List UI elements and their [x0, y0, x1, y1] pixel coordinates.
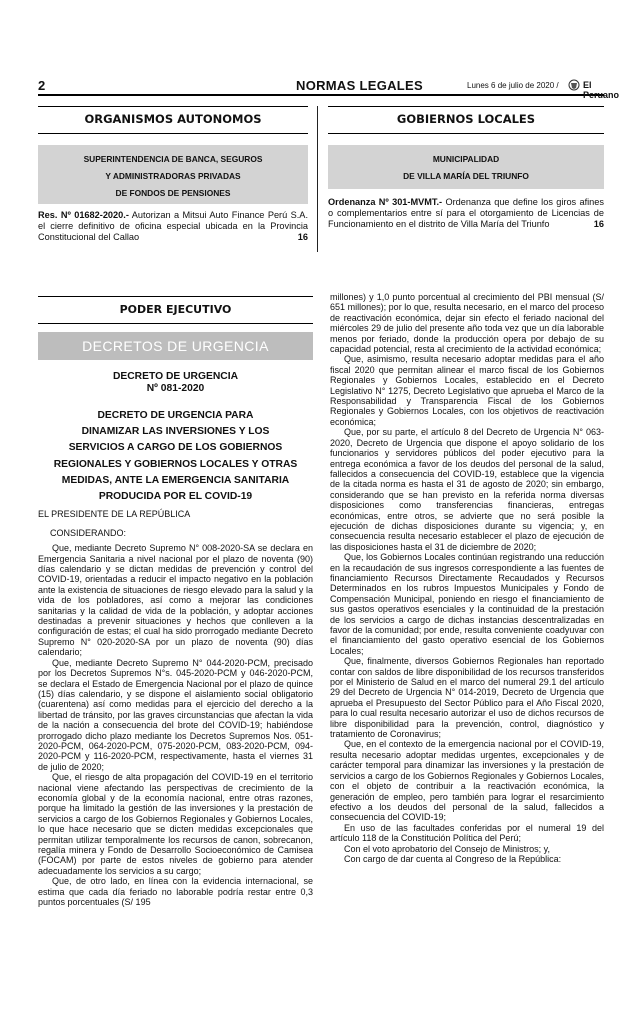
- toc-entry-left[interactable]: [38, 210, 308, 244]
- paragraph: Que, de otro lado, en línea con la evidencia internacional, se estima que cada día feriado no laborable podría restar entre 0,3 puntos porcentuales (S/ 195: [38, 876, 313, 908]
- entity-box-municipalidad: [328, 145, 604, 189]
- title-line: DINAMIZAR LAS INVERSIONES Y LOS: [81, 426, 270, 438]
- decree-title: [38, 408, 313, 505]
- toc-page: 16: [297, 232, 308, 243]
- decretos-band: DECRETOS DE URGENCIA: [38, 332, 313, 360]
- title-line: PRODUCIDA POR EL COVID-19: [98, 491, 253, 503]
- toc-reference: Ordenanza Nº 301-MVMT.-: [328, 197, 443, 207]
- title-line: MEDIDAS, ANTE LA EMERGENCIA SANITARIA: [61, 474, 290, 486]
- paragraph: Que, mediante Decreto Supremo N° 008-2020-SA se declara en Emergencia Sanitaria a nivel nacional por el plazo de noventa (90) días calendario y se dictan medidas de prevención y control del COVID-19, orientadas a reducir el impacto negativo en la población ante la existencia de situaciones de riesgo elevado para la salud y la vida de los pobladores, así como a mejorar las condiciones sanitarias y la calidad de vida de la población, y adoptar acciones destinadas a prevenir situaciones y hechos que conlleven a la configuración de estas; el cual ha sido prorrogado mediante Decreto Supremo N° 020-2020-SA por un plazo de noventa (90) días calendario;: [38, 543, 313, 658]
- section-gobiernos-locales: GOBIERNOS LOCALES: [328, 106, 604, 134]
- decree-number: [38, 371, 313, 395]
- issue-date: Lunes 6 de julio de 2020 /: [467, 81, 559, 90]
- paragraph: Que, por su parte, el artículo 8 del Decreto de Urgencia N° 063-2020, Decreto de Urgencia que dispone el apoyo solidario de los funcionarios y servidores públicos del poder ejecutivo para la entrega económica a favor de los deudos del personal de la salud, fallecidos a consecuencia del COVID-19, establece que la vigencia de la citada norma es hasta el 31 de agosto de 2020; sin embargo, considerando que se han previsto en la referida norma diversas disposiciones como transferencias financieras, entregas económicas, entre otros, se advierte que no será posible la ejecución de dichas disposiciones durante su vigencia; y, en consecuencia resulta necesario establecer el plazo de ejecución de las disposiciones hasta el 31 de diciembre de 2020;: [330, 427, 604, 552]
- paragraph: Con cargo de dar cuenta al Congreso de la República:: [344, 853, 562, 864]
- title-line: REGIONALES Y GOBIERNOS LOCALES Y OTRAS: [53, 458, 298, 470]
- decree-line: DECRETO DE URGENCIA: [112, 371, 239, 382]
- entity-line: DE FONDOS DE PENSIONES: [115, 188, 231, 198]
- paragraph: Que, asimismo, resulta necesario adoptar medidas para el año fiscal 2020 que permitan alinear el marco fiscal de los Gobiernos Regionales y Gobiernos Locales, establecido en el Decreto Legislativo N° 1275, Decreto Legislativo que aprueba el Marco de la Responsabilidad y Transparencia Fiscal de los Gobiernos Regionales y Gobiernos Locales, con los objetivos de reactivación económica;: [330, 354, 604, 427]
- entity-box-sbs: [38, 145, 308, 204]
- decree-line: Nº 081-2020: [146, 383, 205, 394]
- entity-line: Y ADMINISTRADORAS PRIVADAS: [105, 171, 241, 181]
- president-line: EL PRESIDENTE DE LA REPÚBLICA: [38, 509, 191, 520]
- publication-logo: El Peruano: [583, 80, 620, 100]
- toc-summary: Ordenanza que define los giros afines o complementarios entre sí para el otorgamiento de Licencias de Funcionamiento en el distrito de Villa María del Triunfo: [328, 197, 604, 230]
- left-column: [38, 292, 313, 907]
- left-body: [38, 543, 313, 907]
- right-column: [330, 292, 604, 864]
- toc-entry-right[interactable]: [328, 197, 604, 231]
- section-organismos-autonomos: ORGANISMOS AUTONOMOS: [38, 106, 308, 134]
- column-divider: [317, 106, 318, 252]
- paragraph: Que, los Gobiernos Locales continúan registrando una reducción en la recaudación de sus ingresos correspondiente a las fuentes de financiamiento Recursos Directamente Recaudados y Recursos Determinados en los rubros Impuestos Municipales y Fondo de Compensación Municipal, poniendo en riesgo el financiamiento de sus gastos operativos esenciales y la continuidad de la prestación de los servicios a cargo de dichas instancias descentralizadas en favor de la comunidad; por ende, resulta conveniente coadyuvar con el financiamiento del gasto operativo esencial de los Gobiernos Locales;: [330, 552, 604, 656]
- toc-page: 16: [593, 219, 604, 230]
- considerando-heading: CONSIDERANDO:: [50, 528, 127, 539]
- title-line: DECRETO DE URGENCIA PARA: [97, 410, 254, 421]
- paragraph: Que, el riesgo de alta propagación del COVID-19 en el territorio nacional viene afectando las perspectivas de crecimiento de la economía global y de la economía nacional, entre otras razones, porque ha limitado la gestión de las inversiones y la prestación de servicios a cargo de los Gobiernos Regionales y Gobiernos Locales, lo que hace necesario que se dicten medidas excepcionales que permitan utilizar temporalmente los recursos de canon, sobrecanon, regalía minera y Fondo de Desarrollo Socioeconómico de Camisea (FOCAM) por parte de estos niveles de gobierno para atender adecuadamente los servicios a su cargo;: [38, 772, 313, 876]
- paragraph: Que, finalmente, diversos Gobiernos Regionales han reportado contar con saldos de libre disponibilidad de los recursos transferidos por el Ministerio de Salud en el marco del numeral 29.1 del artículo 29 del Decreto de Urgencia N° 014-2019, Decreto de Urgencia que aprueba el Presupuesto del Sector Público para el Año Fiscal 2020, para lo cual resulta necesario autorizar el uso de dichos recursos de libre disponibilidad para la prevención, control, diagnóstico y tratamiento de Coronavirus;: [330, 656, 604, 740]
- entity-line: SUPERINTENDENCIA DE BANCA, SEGUROS: [83, 154, 263, 164]
- publication-section-title: NORMAS LEGALES: [296, 78, 423, 93]
- entity-line: MUNICIPALIDAD: [432, 154, 500, 164]
- paragraph: Con el voto aprobatorio del Consejo de Ministros; y,: [344, 843, 550, 854]
- title-line: SERVICIOS A CARGO DE LOS GOBIERNOS: [68, 442, 283, 454]
- page-header: [38, 78, 620, 100]
- toc-summary: Autorizan a Mitsui Auto Finance Perú S.A. el cierre definitivo de oficina especial ubicada en la Provincia Constitucional del Callao: [38, 210, 308, 243]
- paragraph: millones) y 1,0 punto porcentual al crecimiento del PBI mensual (S/ 651 millones); por lo que, resulta necesario, en el marco del proceso de reactivación económica, dejar sin efecto el feriado nacional del miércoles 29 de julio del presente año toda vez que un día laborable menos por feriado, donde la producción opera por debajo de su capacidad potencial, resta al crecimiento de la actividad económica;: [330, 292, 604, 355]
- paragraph: Que, mediante Decreto Supremo N° 044-2020-PCM, precisado por los Decretos Supremos N°s. 045-2020-PCM y 046-2020-PCM, se declara el Estado de Emergencia Nacional por el plazo de quince (15) días calendario, y se dispone el aislamiento social obligatorio (cuarentena) así como medidas para el ejercicio del derecho a la libertad de tránsito, por las graves circunstancias que afectan la vida de la nación a consecuencia del brote del COVID-19; habiéndose prorrogado dicho plazo mediante los Decretos Supremos Nos. 051-2020-PCM, 064-2020-PCM, 075-2020-PCM, 083-2020-PCM, 094-2020-PCM y 116-2020-PCM, respectivamente, hasta el viernes 31 de julio de 2020;: [38, 657, 313, 772]
- coat-of-arms-icon: [568, 79, 580, 91]
- page-number: 2: [38, 78, 46, 93]
- right-body: [330, 292, 604, 864]
- entity-line: DE VILLA MARÍA DEL TRIUNFO: [403, 171, 529, 181]
- paragraph: En uso de las facultades conferidas por el numeral 19 del artículo 118 de la Constitución Política del Perú;: [330, 822, 604, 844]
- toc-reference: Res. Nº 01682-2020.-: [38, 210, 129, 220]
- paragraph: Que, en el contexto de la emergencia nacional por el COVID-19, resulta necesario adoptar medidas urgentes, excepcionales y de carácter temporal para dinamizar las inversiones y la prestación de servicios a cargo de los Gobiernos Regionales y Gobiernos Locales, con el objeto de contribuir a la reactivación económica, la generación de empleo, pero también para lograr el resarcimiento efectivo a los deudos del personal de la salud, fallecidos a consecuencia del COVID-19;: [330, 739, 604, 823]
- section-poder-ejecutivo: PODER EJECUTIVO: [38, 296, 313, 324]
